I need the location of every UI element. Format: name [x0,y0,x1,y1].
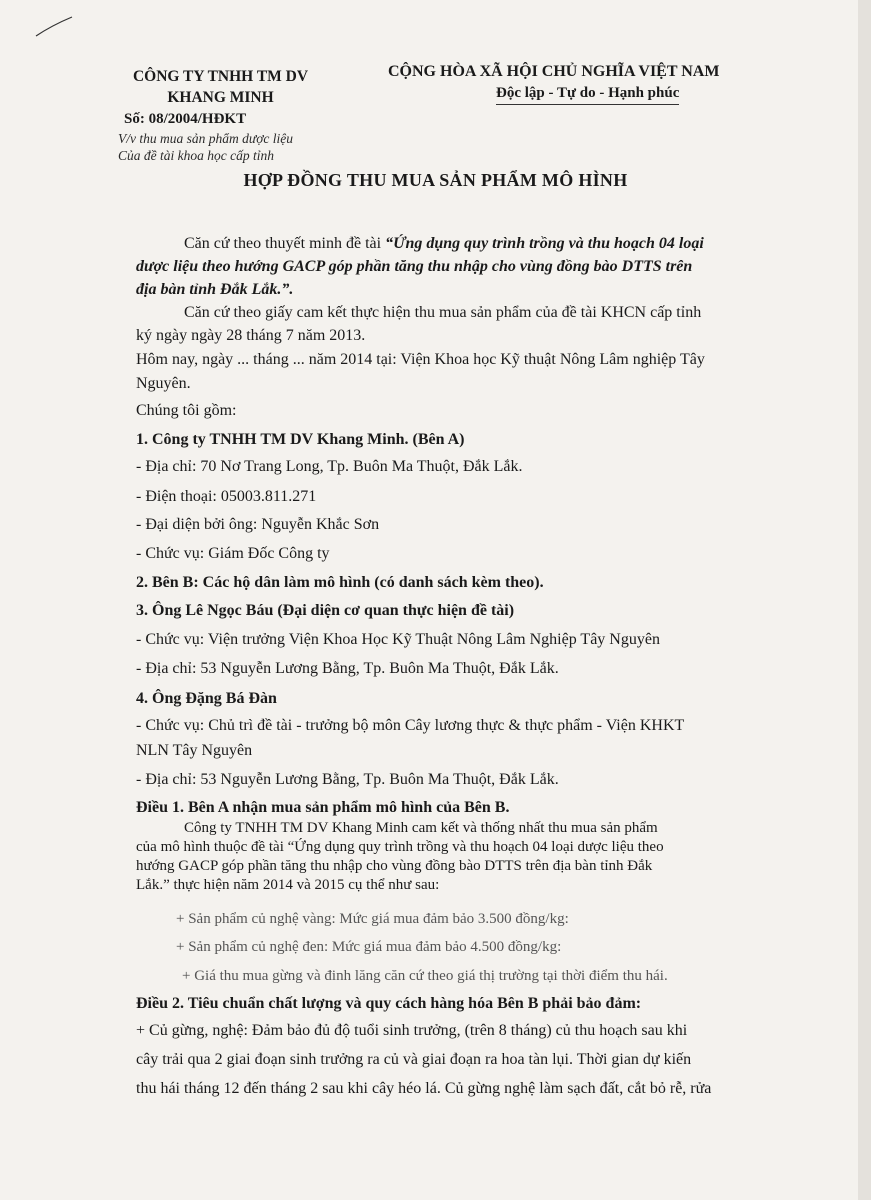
article-1-text: Lắk.” thực hiện năm 2014 và 2015 cụ thể như sau: [136,877,440,893]
subject-line1: V/v thu mua sản phẩm dược liệu [118,131,294,146]
article-1-text: Công ty TNHH TM DV Khang Minh cam kết và thống nhất thu mua sản phẩm [184,820,658,836]
party-3-address: - Địa chỉ: 53 Nguyễn Lương Bằng, Tp. Buôn Ma Thuột, Đắk Lắk. [136,660,559,677]
price-item: + Sản phẩm củ nghệ vàng: Mức giá mua đảm bảo 3.500 đồng/kg: [176,911,569,927]
price-item: + Giá thu mua gừng và đinh lăng căn cứ theo giá thị trường tại thời điểm thu hái. [182,968,668,984]
article-2-text: cây trải qua 2 giai đoạn sinh trưởng ra củ và giai đoạn ra hoa tàn lụi. Thời gian dự kiến [136,1051,692,1068]
party-a-phone: - Điện thoại: 05003.811.271 [136,488,317,505]
paragraph-line: dược liệu theo hướng GACP góp phần tăng thu nhập cho vùng đồng bào DTTS trên [136,258,693,275]
company-name-line2: KHANG MINH [167,89,274,106]
party-3-position: - Chức vụ: Viện trưởng Viện Khoa Học Kỹ Thuật Nông Lâm Nghiệp Tây Nguyên [136,631,660,648]
paragraph-line: Căn cứ theo giấy cam kết thực hiện thu mua sản phẩm của đề tài KHCN cấp tỉnh [184,304,702,321]
contract-number: Số: 08/2004/HĐKT [124,111,247,127]
article-1-text: hướng GACP góp phần tăng thu nhập cho vùng đồng bào DTTS trên địa bàn tỉnh Đắk [136,858,653,874]
basis-text: Căn cứ theo thuyết minh đề tài [184,235,386,252]
company-name-line1: CÔNG TY TNHH TM DV [132,68,309,85]
paragraph-line: ký ngày ngày 28 tháng 7 năm 2013. [136,327,366,344]
party-4-address: - Địa chỉ: 53 Nguyễn Lương Bằng, Tp. Buôn Ma Thuột, Đắk Lắk. [136,771,559,788]
party-a-position: - Chức vụ: Giám Đốc Công ty [136,545,330,562]
pen-stroke-mark [34,14,74,38]
article-2-text: thu hái tháng 12 đến tháng 2 sau khi cây héo lá. Củ gừng nghệ làm sạch đất, cắt bỏ rễ, rửa [136,1080,712,1097]
project-title-text: “Ứng dụng quy trình trồng và thu hoạch 04 loại [385,235,704,252]
paragraph-line: Chúng tôi gồm: [136,402,237,419]
party-a-representative: - Đại diện bởi ông: Nguyễn Khắc Sơn [136,516,380,533]
paragraph-line: Nguyên. [136,375,191,392]
price-item: + Sản phẩm củ nghệ đen: Mức giá mua đảm bảo 4.500 đồng/kg: [176,939,562,955]
paragraph-line: Hôm nay, ngày ... tháng ... năm 2014 tại: Viện Khoa học Kỹ thuật Nông Lâm nghiệp Tây [136,351,705,368]
article-2-heading: Điều 2. Tiêu chuẩn chất lượng và quy cách hàng hóa Bên B phải bảo đảm: [136,995,642,1012]
article-1-text: của mô hình thuộc đề tài “Ứng dụng quy trình trồng và thu hoạch 04 loại dược liệu theo [136,839,664,855]
nation-motto: Độc lập - Tự do - Hạnh phúc [496,82,679,105]
party-3-heading: 3. Ông Lê Ngọc Báu (Đại diện cơ quan thực hiện đề tài) [136,602,515,619]
article-1-heading: Điều 1. Bên A nhận mua sản phẩm mô hình của Bên B. [136,799,510,816]
paragraph-line [136,235,704,253]
nation-title: CỘNG HÒA XÃ HỘI CHỦ NGHĨA VIỆT NAM [388,63,720,80]
document-title: HỢP ĐỒNG THU MUA SẢN PHẨM MÔ HÌNH [243,170,628,190]
party-4-position-cont: NLN Tây Nguyên [136,742,253,759]
party-4-position: - Chức vụ: Chủ trì đề tài - trưởng bộ môn Cây lương thực & thực phẩm - Viện KHKT [136,717,685,734]
party-4-heading: 4. Ông Đặng Bá Đàn [136,690,277,707]
company-header [118,66,368,164]
article-2-text: + Củ gừng, nghệ: Đảm bảo đủ độ tuổi sinh trưởng, (trên 8 tháng) củ thu hoạch sau khi [136,1022,688,1039]
party-b-heading: 2. Bên B: Các hộ dân làm mô hình (có danh sách kèm theo). [136,574,544,591]
national-header [388,62,788,105]
party-a-address: - Địa chỉ: 70 Nơ Trang Long, Tp. Buôn Ma Thuột, Đắk Lắk. [136,458,523,475]
paragraph-line: địa bàn tỉnh Đắk Lắk.”. [136,281,294,298]
party-a-heading: 1. Công ty TNHH TM DV Khang Minh. (Bên A) [136,431,465,448]
subject-line2: Của đề tài khoa học cấp tỉnh [118,148,274,163]
